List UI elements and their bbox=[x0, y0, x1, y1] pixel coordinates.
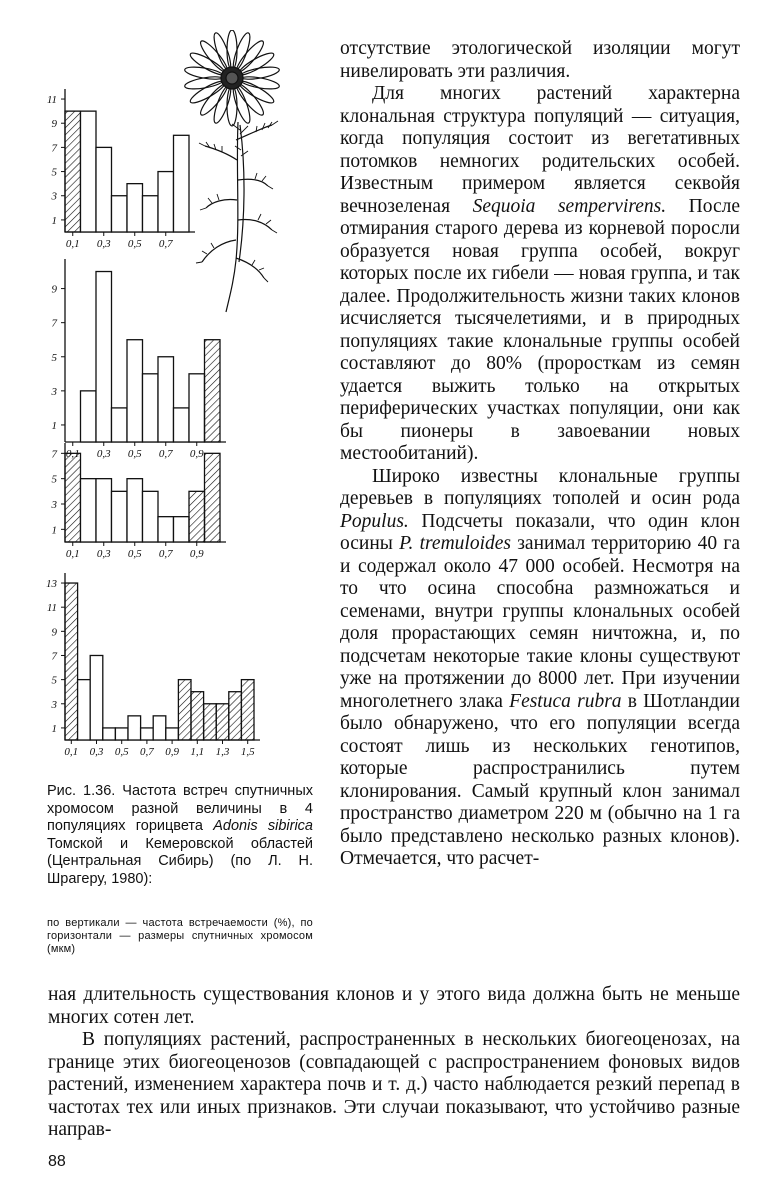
y-tick-label: 13 bbox=[46, 578, 57, 591]
histogram-bar bbox=[112, 196, 128, 232]
y-tick-label: 9 bbox=[51, 118, 57, 131]
histogram-3 bbox=[51, 443, 227, 560]
histogram-bar bbox=[205, 453, 221, 542]
species-name: P. tremuloides bbox=[399, 533, 511, 554]
x-tick-label: 0,5 bbox=[127, 448, 142, 460]
x-tick-label: 0,7 bbox=[158, 448, 173, 460]
histogram-bar bbox=[143, 491, 159, 542]
histogram-2 bbox=[51, 259, 227, 460]
histogram-bar bbox=[96, 479, 112, 542]
histogram-bar bbox=[127, 184, 143, 232]
histogram-bar bbox=[81, 391, 97, 442]
x-tick-label: 0,5 bbox=[127, 238, 142, 250]
y-tick-label: 3 bbox=[51, 698, 57, 711]
y-tick-label: 5 bbox=[51, 351, 57, 364]
histogram-bar bbox=[96, 147, 112, 232]
y-tick-label: 5 bbox=[51, 674, 57, 687]
adonis-flower-illustration bbox=[184, 30, 280, 312]
x-tick-label: 0,7 bbox=[140, 746, 154, 758]
y-tick-label: 1 bbox=[51, 214, 57, 227]
genus-name: Populus. bbox=[340, 510, 409, 532]
histogram-bar bbox=[128, 716, 141, 740]
histogram-bar bbox=[127, 479, 143, 542]
y-tick-label: 11 bbox=[46, 94, 57, 107]
histogram-bar bbox=[241, 680, 254, 740]
x-tick-label: 1,5 bbox=[240, 746, 255, 758]
histogram-bar bbox=[90, 655, 103, 740]
y-tick-label: 7 bbox=[51, 650, 57, 663]
histogram-bar bbox=[141, 728, 154, 740]
text-run: в Шотландии было обнаружено, что его популяции всегда состоят лишь из нескольких генотипов, которые распространились путем клонирования. Самый крупный клон занимал пространство диаметром 220 м (обычно на 1 га было представлено несколько разных клонов). Отмечается, что расчет- bbox=[340, 690, 740, 869]
x-tick-label: 0,5 bbox=[127, 548, 142, 560]
caption-text: Рис. 1.36. Частота встреч спутничных хромосом разной величины в 4 популяциях горицвета bbox=[47, 783, 313, 834]
x-tick-label: 0,3 bbox=[96, 448, 111, 460]
page-number: 88 bbox=[48, 1153, 66, 1170]
species-name: Sequoia sempervirens. bbox=[472, 195, 667, 217]
x-tick-label: 0,1 bbox=[65, 548, 80, 560]
y-tick-label: 9 bbox=[51, 626, 57, 639]
histogram-bar bbox=[65, 453, 81, 542]
y-tick-label: 1 bbox=[51, 722, 57, 735]
histogram-bar bbox=[78, 680, 91, 740]
x-tick-label: 0,9 bbox=[165, 746, 179, 758]
y-tick-label: 5 bbox=[51, 473, 57, 486]
histogram-bar bbox=[178, 680, 191, 740]
x-tick-label: 0,1 bbox=[65, 238, 80, 250]
histogram-bar bbox=[166, 728, 179, 740]
histogram-bar bbox=[158, 172, 174, 232]
y-tick-label: 11 bbox=[46, 602, 57, 615]
x-tick-label: 0,3 bbox=[89, 746, 104, 758]
histogram-bar bbox=[158, 357, 174, 442]
histogram-bar bbox=[96, 272, 112, 442]
paragraph-biogeocenoses: В популяциях растений, распространенных в нескольких биогеоценозах, на границе этих биогеоценозов (совпадающей с распространением фоновых видов растений, изменением характера почв и т. д.) часто наблюдается резкий перепад в частотах тех или иных признаков. Эти случаи показывают, что устойчиво разные направ- bbox=[48, 1029, 740, 1140]
histogram-bar bbox=[189, 491, 205, 542]
histogram-bar bbox=[103, 728, 116, 740]
histogram-bar bbox=[112, 408, 128, 442]
y-tick-label: 3 bbox=[51, 190, 57, 203]
x-tick-label: 0,7 bbox=[158, 548, 173, 560]
histogram-1 bbox=[47, 89, 195, 250]
y-tick-label: 3 bbox=[51, 385, 57, 398]
full-width-text bbox=[48, 984, 740, 1142]
histogram-bar bbox=[81, 111, 97, 232]
x-tick-label: 1,1 bbox=[190, 746, 205, 758]
histogram-bar bbox=[65, 583, 78, 740]
figure-1-36 bbox=[0, 30, 330, 765]
x-tick-label: 0,7 bbox=[158, 238, 173, 250]
paragraph-clonal-structure bbox=[340, 83, 740, 466]
x-tick-label: 0,1 bbox=[64, 746, 79, 758]
y-tick-label: 7 bbox=[51, 317, 57, 330]
histogram-bar bbox=[189, 374, 205, 442]
x-tick-label: 1,3 bbox=[215, 746, 230, 758]
y-tick-label: 1 bbox=[51, 524, 57, 537]
histogram-bar bbox=[204, 704, 217, 740]
species-name: Festuca rubra bbox=[509, 690, 622, 712]
histogram-bar bbox=[81, 479, 97, 542]
histogram-bar bbox=[112, 491, 128, 542]
paragraph-populus-clones bbox=[340, 466, 740, 871]
histogram-bar bbox=[127, 340, 143, 442]
right-column-text bbox=[340, 38, 740, 871]
paragraph-continuation-end: ная длительность существования клонов и у этого вида должна быть не меньше многих сотен лет. bbox=[48, 984, 740, 1028]
x-tick-label: 0,5 bbox=[114, 746, 129, 758]
y-tick-label: 7 bbox=[51, 142, 57, 155]
x-tick-label: 0,3 bbox=[96, 238, 111, 250]
histogram-bar bbox=[174, 135, 190, 232]
species-name: Adonis sibirica bbox=[213, 818, 313, 834]
text-run: занимал территорию 40 га и содержал около 47 000 особей. Несмотря на то что осина способна размножаться и семенами, внутри группы клональных особей доля прорастающих семян ничтожна, и, по подсчетам некоторые такие клоны существуют уже на протяжении до 8000 лет. При изучении многолетнего злака bbox=[340, 533, 740, 712]
histogram-bar bbox=[229, 692, 242, 740]
x-tick-label: 0,3 bbox=[96, 548, 111, 560]
histogram-bar bbox=[65, 111, 81, 232]
y-tick-label: 9 bbox=[51, 283, 57, 296]
text-run: Широко известны клональные группы деревьев в популяциях тополей и осин рода bbox=[340, 465, 740, 509]
y-tick-label: 3 bbox=[51, 499, 57, 511]
figure-caption bbox=[47, 783, 313, 888]
histogram-bar bbox=[174, 517, 190, 542]
histogram-bar bbox=[191, 692, 204, 740]
paragraph-continuation: отсутствие этологической изоляции могут нивелировать эти различия. bbox=[340, 38, 740, 82]
histogram-bar bbox=[158, 517, 174, 542]
histogram-bar bbox=[174, 408, 190, 442]
y-tick-label: 5 bbox=[51, 166, 57, 179]
y-tick-label: 1 bbox=[51, 419, 57, 432]
histogram-bar bbox=[115, 728, 128, 740]
histogram-4 bbox=[46, 573, 260, 758]
x-tick-label: 0,9 bbox=[189, 548, 204, 560]
text-run: После отмирания старого дерева из корневой поросли образуется новая группа особей, вокруг которых после их гибели — новая группа, и так далее. Продолжительность жизни таких клонов исчисляется тысячелетиями, и в природных популяциях такие клональные группы особей составляют до 80% (проросткам из семян удается выжить только на открытых периферических участках популяции, они как бы пионеры в завоевании новых местообитаний). bbox=[340, 195, 741, 464]
histogram-bar bbox=[205, 340, 221, 442]
histogram-bar bbox=[143, 374, 159, 442]
figure-caption-note: по вертикали — частота встречаемости (%), по горизонтали — размеры спутничных хромосом (мкм) bbox=[47, 917, 313, 955]
text-run: Для многих растений характерна клональная структура популяций — ситуация, когда популяция состоит из вегетативных потомков немногих родительских особей. Известным примером является секвойя вечнозеленая bbox=[340, 83, 740, 217]
histogram-bar bbox=[153, 716, 166, 740]
histogram-bar bbox=[143, 196, 159, 232]
caption-text: Томской и Кемеровской областей (Центральная Сибирь) (по Л. Н. Шрагеру, 1980): bbox=[47, 835, 313, 887]
text-run: Подсчеты показали, что один клон осины bbox=[340, 510, 740, 554]
x-tick-label: 0,9 bbox=[189, 448, 204, 460]
y-tick-label: 7 bbox=[51, 448, 57, 461]
histogram-bar bbox=[216, 704, 229, 740]
